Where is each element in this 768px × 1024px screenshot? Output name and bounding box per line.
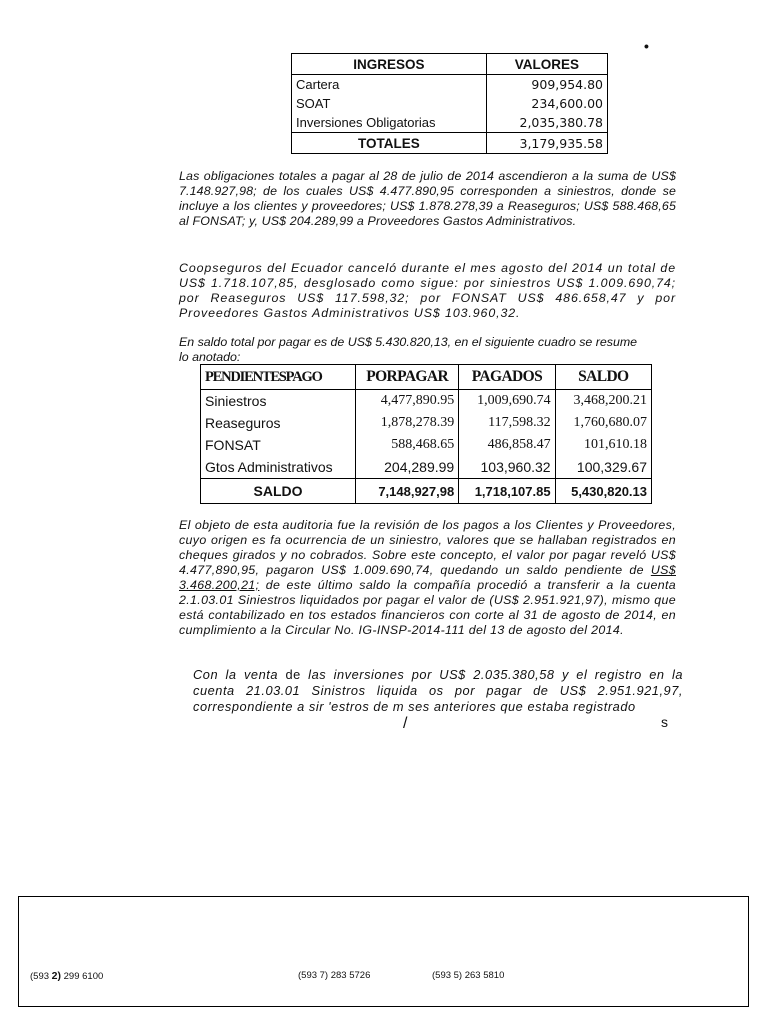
- por-pagar-cell: 204,289.99: [356, 456, 459, 479]
- saldo-cell: 100,329.67: [555, 456, 651, 479]
- ingresos-table: [291, 53, 608, 154]
- ingreso-value: 909,954.80: [486, 75, 607, 95]
- venta-text-b: de: [285, 667, 301, 682]
- saldo-cell: 3,468,200.21: [555, 390, 651, 413]
- ingreso-value: 234,600.00: [486, 94, 607, 113]
- saldo-total: 5,430,820.13: [555, 479, 651, 504]
- footer-box: [18, 896, 749, 1007]
- saldo-total-row: [201, 479, 652, 504]
- table-row: [292, 94, 608, 113]
- ingreso-label: SOAT: [292, 94, 487, 113]
- table-row: [201, 434, 652, 456]
- pendientes-table: [200, 364, 652, 504]
- ingreso-label: Inversiones Obligatorias: [292, 113, 487, 133]
- pagados-total: 1,718,107.85: [459, 479, 555, 504]
- venta-text-c: las inversiones por US$ 2.035.380,58 y el registro en la cuenta 21.03.01 Sinistros liquida os por pagar de US$ 2.951.921,97, correspondiente a sir 'estros de m ses anteriores que estaba registrado: [193, 667, 683, 714]
- paragraph-venta: [193, 667, 683, 715]
- por-pagar-cell: 1,878,278.39: [356, 412, 459, 434]
- pendientes-header: PENDIENTESPAGO: [201, 365, 356, 390]
- totales-row: [292, 133, 608, 154]
- footer-phone-1: [30, 970, 103, 982]
- ingresos-header: INGRESOS: [292, 54, 487, 75]
- por-pagar-cell: 4,477,890.95: [356, 390, 459, 413]
- row-label: Reaseguros: [201, 412, 356, 434]
- paragraph-saldo: En saldo total por pagar es de US$ 5.430.820,13, en el siguiente cuadro se resume lo anotado:: [179, 335, 638, 364]
- paragraph-coopseguros: Coopseguros del Ecuador canceló durante el mes agosto del 2014 un total de US$ 1.718.107,85, desglosado como sigue: por siniestros US$ 1.009.690,74; por Reaseguros US$ 117.598,32; por FONSAT US$ 486.658,47 y por Proveedores Gastos Administrativos US$ 103.960,32.: [179, 261, 676, 320]
- table-row: [201, 390, 652, 413]
- phone-1-number: 299 6100: [61, 971, 104, 982]
- table-row: [292, 113, 608, 133]
- saldo-cell: 101,610.18: [555, 434, 651, 456]
- venta-text-a: Con la venta: [193, 667, 286, 682]
- por-pagar-total: 7,148,927,98: [356, 479, 459, 504]
- bullet-marker: •: [644, 38, 649, 54]
- por-pagar-cell: 588,468.65: [356, 434, 459, 456]
- auditoria-text-before: El objeto de esta auditoria fue la revisión de los pagos a los Clientes y Proveedores, cuyo origen es fa ocurrencia de un siniestro, valores que se hallaban registrados en cheques girados y no cobrados. Sobre este concepto, el valor por pagar reveló US$ 4.477,890,95, pagaron US$ 1.009.690,74, quedando un saldo pendiente de: [179, 518, 676, 577]
- saldo-cell: 1,760,680.07: [555, 412, 651, 434]
- footer-phone-2: (593 7) 283 5726: [298, 970, 371, 981]
- ingreso-value: 2,035,380.78: [486, 113, 607, 133]
- auditoria-text-after: de este último saldo la compañía procedió a transferir a la cuenta 2.1.03.01 Siniestros liquidados por pagar el valor de (US$ 2.951.921,97), mismo que está contabilizado en tos estados financieros con corte al 31 de agosto de 2014, en cumplimiento a la Circular No. IG-INSP-2014-111 del 13 de agosto del 2014.: [179, 578, 676, 637]
- phone-1-area: 2): [51, 970, 61, 982]
- footer-phone-3: (593 5) 263 5810: [432, 970, 505, 981]
- letter-fragment: s: [661, 714, 668, 730]
- pagados-header: PAGADOS: [459, 365, 555, 390]
- table-row: [201, 456, 652, 479]
- porpagar-header: PORPAGAR: [356, 365, 459, 390]
- pagados-cell: 117,598.32: [459, 412, 555, 434]
- saldo-header: SALDO: [555, 365, 651, 390]
- valores-header: VALORES: [486, 54, 607, 75]
- slash-fragment: /: [403, 715, 408, 732]
- paragraph-auditoria: [179, 518, 676, 638]
- row-label: FONSAT: [201, 434, 356, 456]
- phone-1-prefix: (593: [30, 971, 52, 982]
- paragraph-obligaciones: Las obligaciones totales a pagar al 28 de julio de 2014 ascendieron a la suma de US$ 7.148.927,98; de los cuales US$ 4.477.890,95 corresponden a siniestros, donde se incluye a los clientes y proveedores; US$ 1.878.278,39 a Reaseguros; US$ 588.468,65 al FONSAT; y, US$ 204.289,99 a Proveedores Gastos Administrativos.: [179, 169, 676, 228]
- underlined-amount: US$ 3.468.200,21;: [179, 563, 676, 592]
- table-row: [292, 75, 608, 95]
- row-label: Siniestros: [201, 390, 356, 413]
- totales-value: 3,179,935.58: [486, 133, 607, 154]
- totales-label: TOTALES: [292, 133, 487, 154]
- pagados-cell: 486,858.47: [459, 434, 555, 456]
- table-row: [201, 412, 652, 434]
- row-label: Gtos Administrativos: [201, 456, 356, 479]
- pagados-cell: 103,960.32: [459, 456, 555, 479]
- pagados-cell: 1,009,690.74: [459, 390, 555, 413]
- saldo-total-label: SALDO: [201, 479, 356, 504]
- ingreso-label: Cartera: [292, 75, 487, 95]
